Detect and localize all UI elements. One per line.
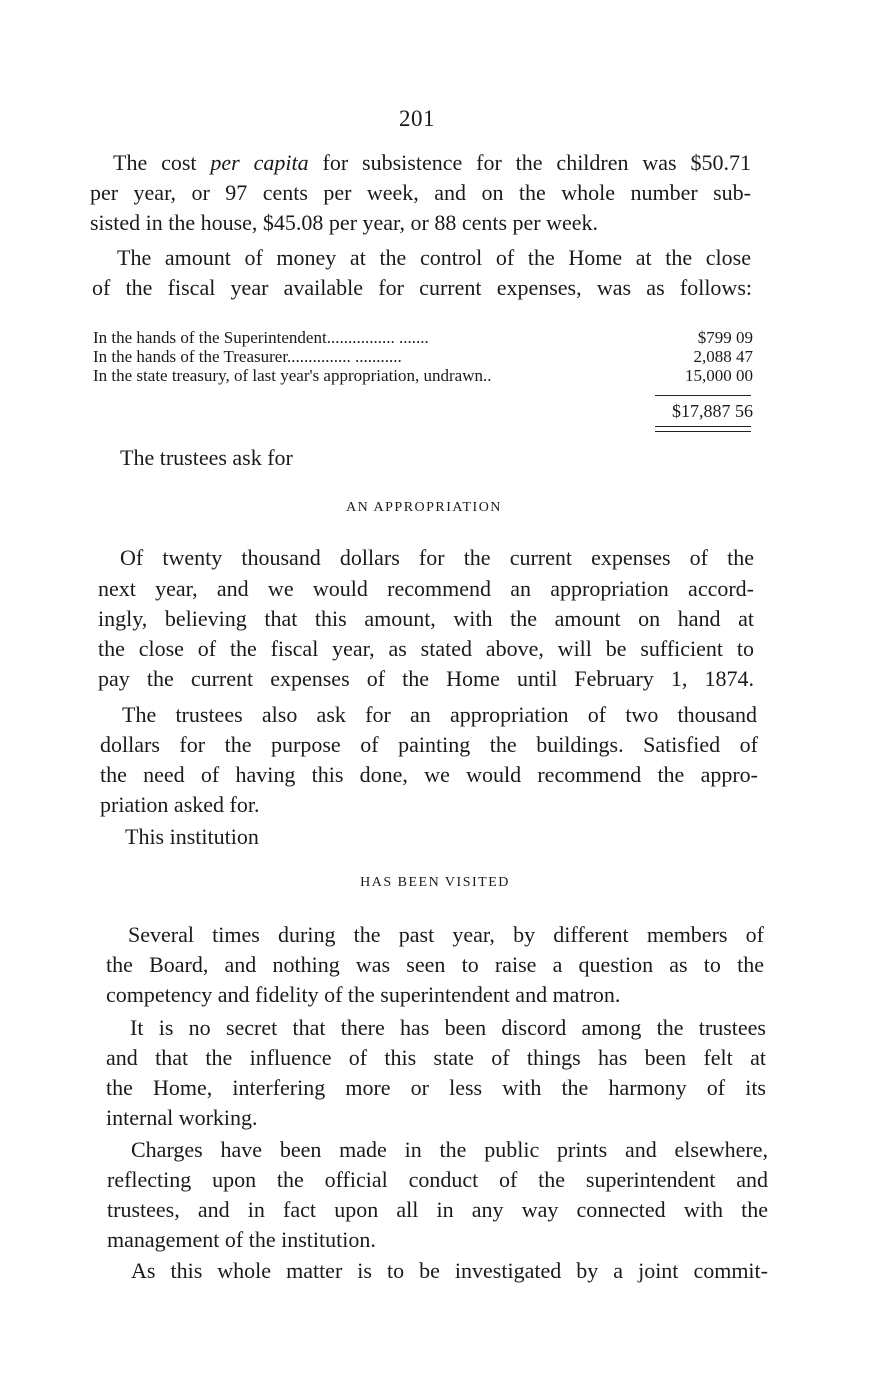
text-line: ingly, believing that this amount, with the amount on hand at [98, 606, 754, 631]
ledger-row [93, 347, 753, 366]
paragraph-charges-cont [107, 1165, 768, 1255]
text-line: dollars for the purpose of painting the buildings. Satisfied of [100, 732, 758, 757]
text-line: reflecting upon the official conduct of the superintendent and [107, 1167, 768, 1192]
ledger-amount: 15,000 00 [685, 366, 753, 385]
emphasis-per-capita: per capita [210, 150, 309, 175]
text-line: management of the institution. [107, 1227, 376, 1252]
paragraph-discord-cont [106, 1043, 766, 1133]
text-line: internal working. [106, 1105, 258, 1130]
text-line: pay the current expenses of the Home until February 1, 1874. [98, 666, 754, 691]
text-line: The trustees also ask for an appropriation of two thousand [122, 702, 757, 727]
text-line: and that the influence of this state of things has been felt at [106, 1045, 766, 1070]
text-line: sisted in the house, $45.08 per year, or 88 cents per week. [90, 210, 599, 235]
text-line: The cost per capita for subsistence for the children was $50.71 [113, 150, 751, 175]
section-heading-appropriation: AN APPROPRIATION [346, 500, 502, 515]
text-line: Charges have been made in the public prints and elsewhere, [131, 1137, 768, 1162]
text-line: It is no secret that there has been discord among the trustees [130, 1015, 766, 1040]
paragraph-several-times [128, 920, 764, 950]
paragraph-trustees-ask [120, 443, 520, 473]
paragraph-money-available-cont [92, 273, 752, 303]
ledger-total: $17,887 56 [672, 401, 753, 421]
ledger-sum-rule [655, 395, 751, 396]
text-line: Several times during the past year, by different members of [128, 922, 764, 947]
paragraph-charges [131, 1135, 768, 1165]
paragraph-several-times-cont [106, 950, 764, 1010]
page-number: 201 [399, 106, 435, 131]
paragraph-money-available [117, 243, 751, 273]
text-line: This institution [125, 824, 259, 849]
text-line: the Board, and nothing was seen to raise a question as to the [106, 952, 764, 977]
text-line: The trustees ask for [120, 445, 293, 470]
paragraph-twenty-thousand [120, 543, 754, 573]
paragraph-painting-cont [100, 730, 758, 820]
paragraph-discord [130, 1013, 766, 1043]
ledger-amount: 2,088 47 [693, 347, 753, 366]
text-line: Of twenty thousand dollars for the current expenses of the [120, 545, 754, 570]
paragraph-painting [122, 700, 757, 730]
paragraph-per-capita-cost-cont [90, 178, 751, 238]
text-line: priation asked for. [100, 792, 260, 817]
section-heading-visited: HAS BEEN VISITED [360, 875, 510, 890]
paragraph-twenty-thousand-cont [98, 574, 754, 694]
ledger-row [93, 328, 753, 347]
funds-ledger [93, 328, 753, 385]
paragraph-per-capita-cost [113, 148, 751, 178]
text-line: the need of having this done, we would recommend the appro- [100, 762, 758, 787]
paragraph-this-institution [125, 822, 525, 852]
ledger-amount: $799 09 [697, 328, 753, 347]
ledger-double-rule [655, 426, 751, 432]
text-line: As this whole matter is to be investigated by a joint commit- [131, 1258, 768, 1283]
ledger-description: In the hands of the Superintendent................ ....... [93, 328, 429, 347]
ledger-description: In the hands of the Treasurer............... ........... [93, 347, 402, 366]
text-line: per year, or 97 cents per week, and on the whole number sub- [90, 180, 751, 205]
ledger-row [93, 366, 753, 385]
ledger-description: In the state treasury, of last year's appropriation, undrawn.. [93, 366, 492, 385]
text-line: trustees, and in fact upon all in any way connected with the [107, 1197, 768, 1222]
text-line: the close of the fiscal year, as stated above, will be sufficient to [98, 636, 754, 661]
text-line: of the fiscal year available for current expenses, was as follows: [92, 275, 752, 300]
text-line: next year, and we would recommend an appropriation accord- [98, 576, 754, 601]
text-line: the Home, interfering more or less with the harmony of its [106, 1075, 766, 1100]
text-line: competency and fidelity of the superintendent and matron. [106, 982, 621, 1007]
text-line: The amount of money at the control of the Home at the close [117, 245, 751, 270]
paragraph-investigation [131, 1256, 768, 1286]
